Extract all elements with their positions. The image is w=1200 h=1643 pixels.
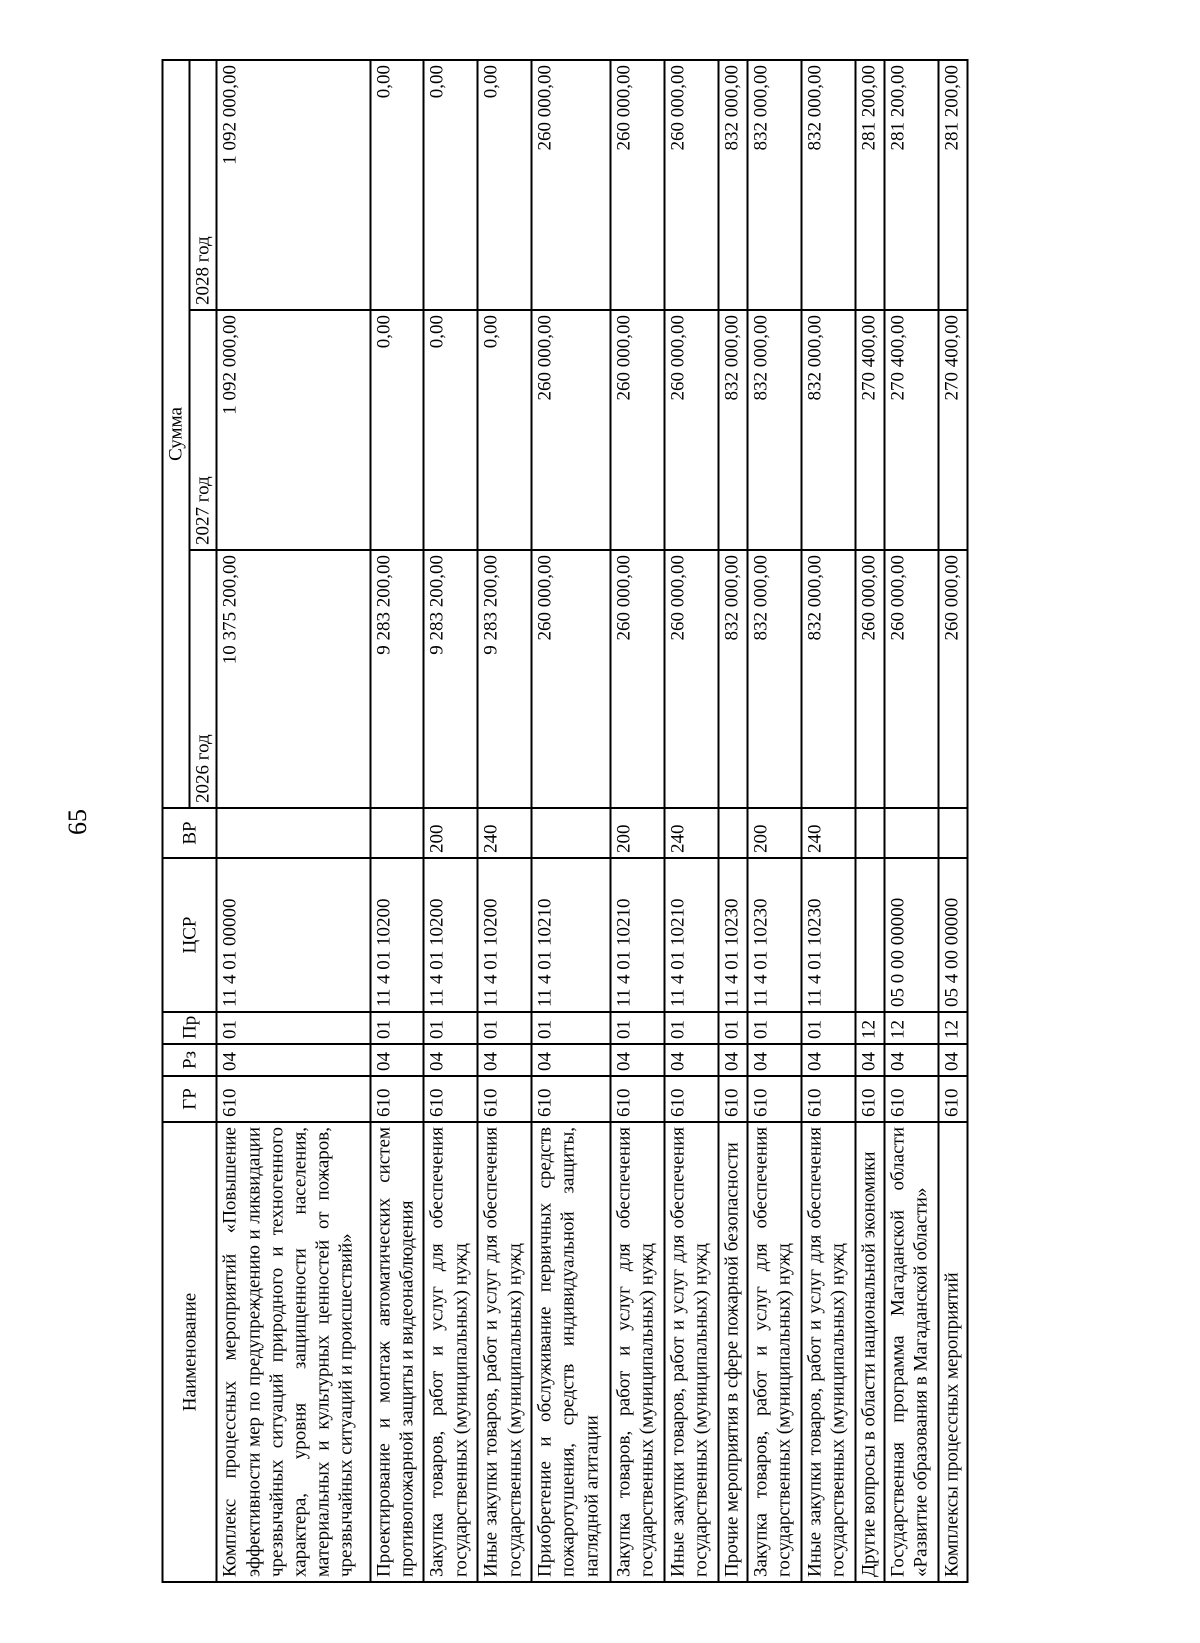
cell-vr [938,808,967,858]
header-csr: ЦСР [163,858,217,1012]
cell-2026: 9 283 200,00 [478,550,532,808]
cell-vr [370,808,424,858]
table-row [855,60,884,1582]
cell-2027: 832 000,00 [747,310,801,550]
cell-name: Прочие мероприятия в сфере пожарной безопасности [718,1122,747,1582]
table-row [884,60,938,1582]
cell-name: Закупка товаров, работ и услуг для обеспечения государственных (муниципальных) нужд [611,1122,665,1582]
cell-2026: 10 375 200,00 [217,550,370,808]
cell-csr: 11 4 01 10210 [664,858,718,1012]
cell-pr: 01 [370,1012,424,1044]
cell-name: Комплекс процессных мероприятий «Повышение эффективности мер по предупреждению и ликвидации чрезвычайных ситуаций природного и техногенного характера, уровня защищенности населения, материальных и культурных ценностей от пожаров, чрезвычайных ситуаций и происшествий» [217,1122,370,1582]
cell-vr: 240 [478,808,532,858]
cell-csr: 11 4 01 10200 [424,858,478,1012]
cell-2028: 260 000,00 [664,60,718,310]
cell-name: Закупка товаров, работ и услуг для обеспечения государственных (муниципальных) нужд [424,1122,478,1582]
table-row [217,60,370,1582]
cell-csr: 05 0 00 00000 [884,858,938,1012]
cell-2027: 270 400,00 [938,310,967,550]
cell-pr: 01 [532,1012,611,1044]
cell-rz: 04 [217,1044,370,1076]
cell-2027: 0,00 [478,310,532,550]
cell-vr: 200 [611,808,665,858]
cell-2026: 260 000,00 [855,550,884,808]
cell-gr: 610 [747,1076,801,1122]
cell-gr: 610 [801,1076,855,1122]
cell-2027: 260 000,00 [532,310,611,550]
cell-2026: 260 000,00 [664,550,718,808]
cell-name: Иные закупки товаров, работ и услуг для обеспечения государственных (муниципальных) нужд [478,1122,532,1582]
cell-csr: 11 4 01 10210 [611,858,665,1012]
cell-vr: 240 [801,808,855,858]
cell-name: Другие вопросы в области национальной экономики [855,1122,884,1582]
budget-table [162,59,969,1583]
cell-2028: 281 200,00 [884,60,938,310]
cell-2027: 832 000,00 [718,310,747,550]
table-row [801,60,855,1582]
cell-pr: 01 [664,1012,718,1044]
cell-vr: 240 [664,808,718,858]
cell-vr [884,808,938,858]
cell-rz: 04 [532,1044,611,1076]
cell-name: Государственная программа Магаданской области «Развитие образования в Магаданской области» [884,1122,938,1582]
cell-2026: 260 000,00 [884,550,938,808]
header-sum: Сумма [163,60,190,808]
cell-pr: 01 [718,1012,747,1044]
cell-2028: 0,00 [478,60,532,310]
rotated-table-container [162,61,969,1583]
cell-rz: 04 [718,1044,747,1076]
cell-2028: 260 000,00 [611,60,665,310]
cell-vr: 200 [424,808,478,858]
cell-2027: 270 400,00 [884,310,938,550]
table-row [478,60,532,1582]
cell-gr: 610 [424,1076,478,1122]
cell-csr: 11 4 01 10200 [478,858,532,1012]
table-row [532,60,611,1582]
table-row [370,60,424,1582]
header-2027: 2027 год [190,310,217,550]
cell-2027: 0,00 [424,310,478,550]
cell-gr: 610 [664,1076,718,1122]
cell-rz: 04 [747,1044,801,1076]
table-row [747,60,801,1582]
cell-gr: 610 [884,1076,938,1122]
cell-2028: 281 200,00 [938,60,967,310]
header-name: Наименование [163,1122,217,1582]
cell-2026: 260 000,00 [938,550,967,808]
cell-vr [532,808,611,858]
table-row [938,60,967,1582]
cell-2027: 270 400,00 [855,310,884,550]
cell-name: Закупка товаров, работ и услуг для обеспечения государственных (муниципальных) нужд [747,1122,801,1582]
page-number: 65 [63,809,92,835]
cell-2026: 832 000,00 [718,550,747,808]
cell-2026: 260 000,00 [532,550,611,808]
header-2028: 2028 год [190,60,217,310]
cell-rz: 04 [801,1044,855,1076]
cell-gr: 610 [718,1076,747,1122]
cell-2028: 832 000,00 [718,60,747,310]
cell-gr: 610 [855,1076,884,1122]
header-rz: Рз [163,1044,217,1076]
cell-2026: 260 000,00 [611,550,665,808]
cell-2026: 832 000,00 [801,550,855,808]
cell-name: Приобретение и обслуживание первичных средств пожаротушения, средств индивидуальной защиты, наглядной агитации [532,1122,611,1582]
cell-name: Иные закупки товаров, работ и услуг для обеспечения государственных (муниципальных) нужд [801,1122,855,1582]
table-row [424,60,478,1582]
cell-gr: 610 [217,1076,370,1122]
cell-2028: 0,00 [370,60,424,310]
cell-2028: 260 000,00 [532,60,611,310]
cell-2028: 832 000,00 [801,60,855,310]
cell-name: Иные закупки товаров, работ и услуг для обеспечения государственных (муниципальных) нужд [664,1122,718,1582]
cell-2027: 260 000,00 [611,310,665,550]
cell-csr: 11 4 01 10230 [801,858,855,1012]
header-pr: Пр [163,1012,217,1044]
cell-2026: 9 283 200,00 [424,550,478,808]
cell-2027: 832 000,00 [801,310,855,550]
cell-rz: 04 [938,1044,967,1076]
cell-csr: 11 4 01 10200 [370,858,424,1012]
cell-gr: 610 [532,1076,611,1122]
cell-2028: 1 092 000,00 [217,60,370,310]
cell-2027: 260 000,00 [664,310,718,550]
cell-pr: 01 [611,1012,665,1044]
cell-2026: 832 000,00 [747,550,801,808]
cell-rz: 04 [370,1044,424,1076]
table-row [664,60,718,1582]
cell-gr: 610 [478,1076,532,1122]
cell-rz: 04 [855,1044,884,1076]
cell-pr: 12 [938,1012,967,1044]
table-row [718,60,747,1582]
cell-csr: 11 4 01 10230 [747,858,801,1012]
cell-rz: 04 [664,1044,718,1076]
cell-gr: 610 [938,1076,967,1122]
table-body [217,60,968,1582]
cell-2028: 832 000,00 [747,60,801,310]
cell-rz: 04 [424,1044,478,1076]
cell-csr [855,858,884,1012]
cell-gr: 610 [611,1076,665,1122]
table-row [611,60,665,1582]
cell-pr: 12 [884,1012,938,1044]
cell-csr: 05 4 00 00000 [938,858,967,1012]
header-gr: ГР [163,1076,217,1122]
cell-gr: 610 [370,1076,424,1122]
cell-rz: 04 [611,1044,665,1076]
cell-csr: 11 4 01 10210 [532,858,611,1012]
cell-pr: 01 [478,1012,532,1044]
cell-2028: 0,00 [424,60,478,310]
cell-rz: 04 [884,1044,938,1076]
cell-pr: 01 [217,1012,370,1044]
cell-pr: 01 [801,1012,855,1044]
cell-csr: 11 4 01 00000 [217,858,370,1012]
cell-2027: 0,00 [370,310,424,550]
cell-pr: 01 [424,1012,478,1044]
cell-rz: 04 [478,1044,532,1076]
cell-2027: 1 092 000,00 [217,310,370,550]
cell-vr [217,808,370,858]
header-2026: 2026 год [190,550,217,808]
cell-vr [718,808,747,858]
header-vr: ВР [163,808,217,858]
cell-csr: 11 4 01 10230 [718,858,747,1012]
cell-name: Проектирование и монтаж автоматических систем противопожарной защиты и видеонаблюдения [370,1122,424,1582]
cell-vr [855,808,884,858]
cell-vr: 200 [747,808,801,858]
cell-2028: 281 200,00 [855,60,884,310]
cell-name: Комплексы процессных мероприятий [938,1122,967,1582]
cell-pr: 01 [747,1012,801,1044]
cell-2026: 9 283 200,00 [370,550,424,808]
cell-pr: 12 [855,1012,884,1044]
